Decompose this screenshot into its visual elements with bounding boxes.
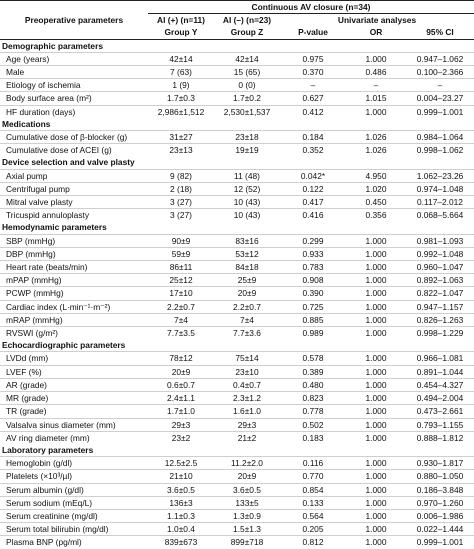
pvalue-cell: 0.370: [280, 66, 346, 79]
group-z-cell: 21±2: [214, 431, 280, 444]
section-header-row: [0, 39, 474, 52]
parameter-name-cell: LVDd (mm): [0, 352, 148, 365]
confidence-interval-cell: 0.888–1.812: [406, 431, 474, 444]
parameter-name-cell: Body surface area (m²): [0, 92, 148, 105]
table-row: [0, 327, 474, 340]
pvalue-cell: 0.352: [280, 144, 346, 157]
odds-ratio-cell: 1.000: [346, 509, 406, 522]
pvalue-cell: 0.885: [280, 313, 346, 326]
table-row: [0, 209, 474, 222]
section-title: Device selection and valve plasty: [2, 157, 135, 168]
table-row: [0, 92, 474, 105]
table-row: [0, 378, 474, 391]
parameter-name-cell: TR (grade): [0, 405, 148, 418]
group-y-cell: 839±673: [148, 536, 214, 549]
ci-header: 95% CI: [406, 26, 474, 39]
group-y-cell: 2.2±0.7: [148, 300, 214, 313]
odds-ratio-cell: 1.026: [346, 144, 406, 157]
confidence-interval-cell: 0.984–1.064: [406, 131, 474, 144]
group-z-cell: 19±19: [214, 144, 280, 157]
odds-ratio-cell: 1.020: [346, 182, 406, 195]
confidence-interval-cell: 0.966–1.081: [406, 352, 474, 365]
table-row: [0, 365, 474, 378]
table-body: [0, 39, 474, 548]
group-y-cell: 42±14: [148, 52, 214, 65]
group-y-cell: 78±12: [148, 352, 214, 365]
table-row: [0, 169, 474, 182]
table-row: [0, 509, 474, 522]
parameter-name-cell: Cardiac index (L·min⁻¹·m⁻²): [0, 300, 148, 313]
pvalue-cell: 0.778: [280, 405, 346, 418]
pvalue-cell: 0.854: [280, 483, 346, 496]
table-row: [0, 247, 474, 260]
odds-ratio-cell: 1.000: [346, 431, 406, 444]
group-y-cell: 21±10: [148, 470, 214, 483]
parameter-name-cell: LVEF (%): [0, 365, 148, 378]
odds-ratio-cell: 1.000: [346, 274, 406, 287]
table-row: [0, 470, 474, 483]
parameter-name-cell: Heart rate (beats/min): [0, 261, 148, 274]
group-y-cell: 7±4: [148, 313, 214, 326]
section-title: Hemodynamic parameters: [2, 222, 107, 233]
group-y-cell: 0.6±0.7: [148, 378, 214, 391]
parameter-name-cell: Valsalva sinus diameter (mm): [0, 418, 148, 431]
odds-ratio-cell: 1.000: [346, 523, 406, 536]
confidence-interval-cell: 0.947–1.062: [406, 52, 474, 65]
parameter-name-cell: PCWP (mmHg): [0, 287, 148, 300]
confidence-interval-cell: 0.822–1.047: [406, 287, 474, 300]
section-title: Medications: [2, 118, 51, 129]
group-y-cell: 136±3: [148, 496, 214, 509]
table-row: [0, 523, 474, 536]
confidence-interval-cell: 0.494–2.004: [406, 392, 474, 405]
group-z-cell: 1.5±1.3: [214, 523, 280, 536]
confidence-interval-cell: 0.930–1.817: [406, 457, 474, 470]
odds-ratio-cell: 1.015: [346, 92, 406, 105]
group-z-cell: 84±18: [214, 261, 280, 274]
univariate-analyses-header: Univariate analyses: [337, 15, 417, 26]
pvalue-cell: 0.389: [280, 365, 346, 378]
parameter-name-cell: Tricuspid annuloplasty: [0, 209, 148, 222]
pvalue-cell: 0.417: [280, 196, 346, 209]
confidence-interval-cell: 0.068–5.664: [406, 209, 474, 222]
confidence-interval-cell: 1.062–23.26: [406, 169, 474, 182]
pvalue-cell: 0.823: [280, 392, 346, 405]
confidence-interval-cell: 0.960–1.047: [406, 261, 474, 274]
parameter-name-cell: HF duration (days): [0, 105, 148, 118]
group-y-cell: 1 (9): [148, 79, 214, 92]
group-z-cell: 75±14: [214, 352, 280, 365]
group-y-header: Group Y: [148, 26, 214, 39]
parameter-name-cell: MR (grade): [0, 392, 148, 405]
pvalue-cell: 0.042*: [280, 169, 346, 182]
table-row: [0, 274, 474, 287]
group-z-cell: 42±14: [214, 52, 280, 65]
confidence-interval-cell: 0.793–1.155: [406, 418, 474, 431]
confidence-interval-cell: 0.006–1.986: [406, 509, 474, 522]
table-row: [0, 144, 474, 157]
ai-negative-header: AI (–) (n=23): [222, 15, 272, 26]
odds-ratio-cell: 1.026: [346, 131, 406, 144]
parameter-name-cell: Plasma BNP (pg/ml): [0, 536, 148, 549]
group-z-header: Group Z: [214, 26, 280, 39]
pvalue-cell: 0.812: [280, 536, 346, 549]
parameter-name-cell: SBP (mmHg): [0, 234, 148, 247]
group-y-cell: 3 (27): [148, 209, 214, 222]
group-y-cell: 2,986±1,512: [148, 105, 214, 118]
group-y-cell: 7.7±3.5: [148, 327, 214, 340]
confidence-interval-cell: 0.970–1.260: [406, 496, 474, 509]
group-y-cell: 29±3: [148, 418, 214, 431]
parameter-name-cell: Platelets (×10³/µl): [0, 470, 148, 483]
parameter-name-cell: DBP (mmHg): [0, 247, 148, 260]
pvalue-cell: 0.933: [280, 247, 346, 260]
odds-ratio-cell: –: [346, 79, 406, 92]
confidence-interval-cell: 0.999–1.001: [406, 105, 474, 118]
group-z-cell: 12 (52): [214, 182, 280, 195]
confidence-interval-cell: –: [406, 79, 474, 92]
odds-ratio-cell: 4.950: [346, 169, 406, 182]
table-row: [0, 418, 474, 431]
parameter-name-cell: Axial pump: [0, 169, 148, 182]
pvalue-cell: 0.725: [280, 300, 346, 313]
pvalue-cell: 0.975: [280, 52, 346, 65]
section-title: Laboratory parameters: [2, 444, 94, 455]
pvalue-cell: 0.205: [280, 523, 346, 536]
group-z-cell: 2,530±1,537: [214, 105, 280, 118]
table-row: [0, 105, 474, 118]
section-header-row: [0, 221, 474, 234]
parameter-name-cell: Male: [0, 66, 148, 79]
section-title: Demographic parameters: [2, 40, 104, 51]
table-row: [0, 182, 474, 195]
odds-ratio-cell: 1.000: [346, 247, 406, 260]
group-z-cell: 2.3±1.2: [214, 392, 280, 405]
confidence-interval-cell: 0.891–1.044: [406, 365, 474, 378]
parameter-name-cell: Cumulative dose of ACEI (g): [0, 144, 148, 157]
confidence-interval-cell: 0.892–1.063: [406, 274, 474, 287]
odds-ratio-cell: 1.000: [346, 378, 406, 391]
group-z-cell: 1.7±0.2: [214, 92, 280, 105]
group-y-cell: 25±12: [148, 274, 214, 287]
parameter-name-cell: Cumulative dose of β-blocker (g): [0, 131, 148, 144]
group-z-cell: 83±16: [214, 234, 280, 247]
group-y-cell: 12.5±2.5: [148, 457, 214, 470]
odds-ratio-cell: 1.000: [346, 405, 406, 418]
table-row: [0, 496, 474, 509]
section-title: Echocardiographic parameters: [2, 340, 126, 351]
group-z-cell: 20±9: [214, 287, 280, 300]
continuous-av-closure-header: Continuous AV closure (n=34): [148, 1, 474, 14]
odds-ratio-cell: 1.000: [346, 496, 406, 509]
parameter-name-cell: Serum sodium (mEq/L): [0, 496, 148, 509]
table-row: [0, 66, 474, 79]
odds-ratio-cell: 1.000: [346, 457, 406, 470]
odds-ratio-cell: 0.356: [346, 209, 406, 222]
confidence-interval-cell: 0.117–2.012: [406, 196, 474, 209]
group-y-cell: 59±9: [148, 247, 214, 260]
group-z-cell: 29±3: [214, 418, 280, 431]
table-row: [0, 131, 474, 144]
table-row: [0, 392, 474, 405]
parameter-name-cell: AV ring diameter (mm): [0, 431, 148, 444]
parameter-name-cell: Serum total bilirubin (mg/dl): [0, 523, 148, 536]
group-y-cell: 86±11: [148, 261, 214, 274]
group-z-cell: 10 (43): [214, 209, 280, 222]
parameter-name-cell: RVSWI (g/m²): [0, 327, 148, 340]
pvalue-cell: –: [280, 79, 346, 92]
odds-ratio-cell: 0.486: [346, 66, 406, 79]
confidence-interval-cell: 0.998–1.229: [406, 327, 474, 340]
parameter-name-cell: mRAP (mmHg): [0, 313, 148, 326]
group-y-cell: 31±27: [148, 131, 214, 144]
odds-ratio-cell: 1.000: [346, 234, 406, 247]
group-y-cell: 23±2: [148, 431, 214, 444]
odds-ratio-cell: 1.000: [346, 300, 406, 313]
odds-ratio-cell: 1.000: [346, 287, 406, 300]
table-row: [0, 261, 474, 274]
pvalue-cell: 0.299: [280, 234, 346, 247]
odds-ratio-cell: 1.000: [346, 52, 406, 65]
table-row: [0, 287, 474, 300]
group-z-cell: 133±5: [214, 496, 280, 509]
confidence-interval-cell: 0.992–1.048: [406, 247, 474, 260]
group-z-cell: 25±9: [214, 274, 280, 287]
pvalue-cell: 0.578: [280, 352, 346, 365]
confidence-interval-cell: 0.454–4.327: [406, 378, 474, 391]
odds-ratio-cell: 1.000: [346, 418, 406, 431]
group-z-cell: 3.6±0.5: [214, 483, 280, 496]
group-y-cell: 90±9: [148, 234, 214, 247]
group-y-cell: 2.4±1.1: [148, 392, 214, 405]
pvalue-cell: 0.480: [280, 378, 346, 391]
or-header: OR: [346, 26, 406, 39]
pvalue-cell: 0.184: [280, 131, 346, 144]
table-row: [0, 405, 474, 418]
group-y-cell: 3 (27): [148, 196, 214, 209]
pvalue-cell: 0.770: [280, 470, 346, 483]
odds-ratio-cell: 1.000: [346, 483, 406, 496]
header-row-top: [0, 1, 474, 14]
group-y-cell: 1.7±1.0: [148, 405, 214, 418]
table-row: [0, 483, 474, 496]
confidence-interval-cell: 0.100–2.366: [406, 66, 474, 79]
parameter-name-cell: Serum albumin (g/dl): [0, 483, 148, 496]
parameter-name-cell: Etiology of ischemia: [0, 79, 148, 92]
parameter-name-cell: Hemoglobin (g/dl): [0, 457, 148, 470]
parameter-name-cell: Serum creatinine (mg/dl): [0, 509, 148, 522]
group-z-cell: 1.3±0.9: [214, 509, 280, 522]
section-header-row: [0, 339, 474, 352]
parameter-name-cell: Age (years): [0, 52, 148, 65]
table-row: [0, 79, 474, 92]
confidence-interval-cell: 0.998–1.062: [406, 144, 474, 157]
group-z-cell: 1.6±1.0: [214, 405, 280, 418]
parameter-name-cell: mPAP (mmHg): [0, 274, 148, 287]
confidence-interval-cell: 0.981–1.093: [406, 234, 474, 247]
parameter-name-cell: AR (grade): [0, 378, 148, 391]
group-z-cell: 11 (48): [214, 169, 280, 182]
parameter-column-header: Preoperative parameters: [0, 1, 148, 40]
table-row: [0, 196, 474, 209]
odds-ratio-cell: 1.000: [346, 365, 406, 378]
group-y-cell: 2 (18): [148, 182, 214, 195]
pvalue-cell: 0.783: [280, 261, 346, 274]
group-y-cell: 23±13: [148, 144, 214, 157]
group-y-cell: 1.7±0.3: [148, 92, 214, 105]
odds-ratio-cell: 1.000: [346, 327, 406, 340]
pvalue-cell: 0.390: [280, 287, 346, 300]
table-row: [0, 52, 474, 65]
table-row: [0, 300, 474, 313]
odds-ratio-cell: 1.000: [346, 105, 406, 118]
group-z-cell: 0 (0): [214, 79, 280, 92]
table-row: [0, 431, 474, 444]
odds-ratio-cell: 1.000: [346, 470, 406, 483]
confidence-interval-cell: 0.880–1.050: [406, 470, 474, 483]
pvalue-cell: 0.908: [280, 274, 346, 287]
confidence-interval-cell: 0.826–1.263: [406, 313, 474, 326]
confidence-interval-cell: 0.022–1.444: [406, 523, 474, 536]
pvalue-cell: 0.116: [280, 457, 346, 470]
pvalue-cell: 0.122: [280, 182, 346, 195]
group-z-cell: 20±9: [214, 470, 280, 483]
group-z-cell: 23±18: [214, 131, 280, 144]
group-y-cell: 3.6±0.5: [148, 483, 214, 496]
group-z-cell: 7.7±3.6: [214, 327, 280, 340]
parameter-name-cell: Centrifugal pump: [0, 182, 148, 195]
pvalue-cell: 0.627: [280, 92, 346, 105]
group-y-cell: 7 (63): [148, 66, 214, 79]
table-row: [0, 313, 474, 326]
group-y-cell: 9 (82): [148, 169, 214, 182]
confidence-interval-cell: 0.999–1.001: [406, 536, 474, 549]
ai-positive-header: AI (+) (n=11): [157, 15, 205, 26]
table-row: [0, 234, 474, 247]
pvalue-cell: 0.133: [280, 496, 346, 509]
group-z-cell: 2.2±0.7: [214, 300, 280, 313]
confidence-interval-cell: 0.947–1.157: [406, 300, 474, 313]
table-row: [0, 536, 474, 549]
group-y-cell: 1.1±0.3: [148, 509, 214, 522]
pvalue-cell: 0.989: [280, 327, 346, 340]
odds-ratio-cell: 1.000: [346, 313, 406, 326]
section-header-row: [0, 118, 474, 131]
pvalue-cell: 0.183: [280, 431, 346, 444]
group-y-cell: 17±10: [148, 287, 214, 300]
odds-ratio-cell: 1.000: [346, 536, 406, 549]
group-z-cell: 7±4: [214, 313, 280, 326]
odds-ratio-cell: 0.450: [346, 196, 406, 209]
section-header-row: [0, 156, 474, 169]
group-z-cell: 23±10: [214, 365, 280, 378]
group-y-cell: 1.0±0.4: [148, 523, 214, 536]
group-z-cell: 11.2±2.0: [214, 457, 280, 470]
group-z-cell: 0.4±0.7: [214, 378, 280, 391]
section-header-row: [0, 444, 474, 457]
group-z-cell: 15 (65): [214, 66, 280, 79]
odds-ratio-cell: 1.000: [346, 392, 406, 405]
group-y-cell: 20±9: [148, 365, 214, 378]
confidence-interval-cell: 0.186–3.848: [406, 483, 474, 496]
pvalue-cell: 0.412: [280, 105, 346, 118]
pvalue-cell: 0.502: [280, 418, 346, 431]
pvalue-header: P-value: [280, 26, 346, 39]
odds-ratio-cell: 1.000: [346, 352, 406, 365]
pvalue-cell: 0.564: [280, 509, 346, 522]
table-row: [0, 352, 474, 365]
confidence-interval-cell: 0.473–2.661: [406, 405, 474, 418]
table-row: [0, 457, 474, 470]
group-z-cell: 10 (43): [214, 196, 280, 209]
confidence-interval-cell: 0.004–23.27: [406, 92, 474, 105]
odds-ratio-cell: 1.000: [346, 261, 406, 274]
confidence-interval-cell: 0.974–1.048: [406, 182, 474, 195]
pvalue-cell: 0.416: [280, 209, 346, 222]
group-z-cell: 53±12: [214, 247, 280, 260]
group-z-cell: 899±718: [214, 536, 280, 549]
parameter-name-cell: Mitral valve plasty: [0, 196, 148, 209]
